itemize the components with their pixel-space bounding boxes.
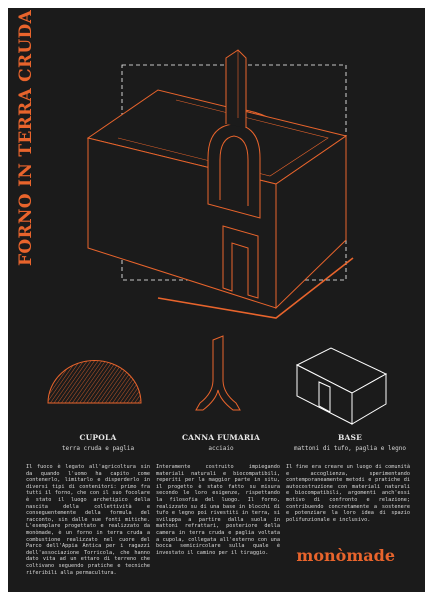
caption-cupola xyxy=(48,433,148,452)
caption-title: CANNA FUMARIA xyxy=(181,433,261,442)
text-column-2: Interamente costruito impiegando materiali naturali e biocompatibili, reperiti per la maggior parte in situ, il progetto è stato fatto su misura secondo le loro esigenze, rispettando la filosofia del luogo. Il forno, realizzato su di una base in blocchi di tufo e legno poi rivestiti in terra, si sviluppa a partire dalla suola in mattoni refrattari, posteriore della camera in terra cruda e paglia voltata a cupola, collegata all'esterno con una bocca semicircolare sulla quale è investato il camino per il tiraggio. xyxy=(156,464,280,556)
caption-subtitle: terra cruda e paglia xyxy=(61,445,135,452)
caption-title: BASE xyxy=(337,433,363,442)
caption-subtitle: mattoni di tufo, paglia e legno xyxy=(294,445,406,452)
poster-title: FORNO IN TERRA CRUDA xyxy=(16,9,36,266)
caption-title: CUPOLA xyxy=(79,433,117,442)
oven-main-illustration xyxy=(88,50,353,318)
caption-base xyxy=(286,433,414,452)
caption-canna-fumaria xyxy=(166,433,276,452)
poster xyxy=(8,8,425,592)
brand-logo: monòmade xyxy=(296,546,395,565)
caption-subtitle: acciaio xyxy=(208,445,234,452)
base-illustration xyxy=(297,348,386,424)
text-column-1: Il fuoco è legato all'agricoltura sin da quando l'uomo ha capito come contenerlo, limitarlo e disperderlo in diversi tipi di contenitori: primo fra tutti il forno, che con il suo focolare è stato il luogo archetipico della nascita della collettività e conseguentemente della formula del racconto, sin dalle sue fonti mitiche. L'esemplare progettato e realizzato da monòmade, è un forno in terra cruda a combustione realizzato nel cuore del Parco dell'Appia Antica per i ragazzi dell'associazione Torricola, che hanno dato vita ad un ettaro di terreno che coltivano seguendo pratiche e tecniche riferibili alla permacultura. xyxy=(26,464,150,576)
text-column-3: Il fine era creare un luogo di comunità e accoglienza, sperimentando contemporaneamente metodi e pratiche di autocostruzione con materiali naturali e biocompatibili, argomenti anch'essi motivo di confronto e relazione; contribuendo concretamente a sostenere e potenziare la loro idea di spazio polifunzionale e inclusivo. xyxy=(286,464,410,523)
canna-fumaria-illustration xyxy=(196,336,240,410)
cupola-illustration xyxy=(48,361,141,403)
